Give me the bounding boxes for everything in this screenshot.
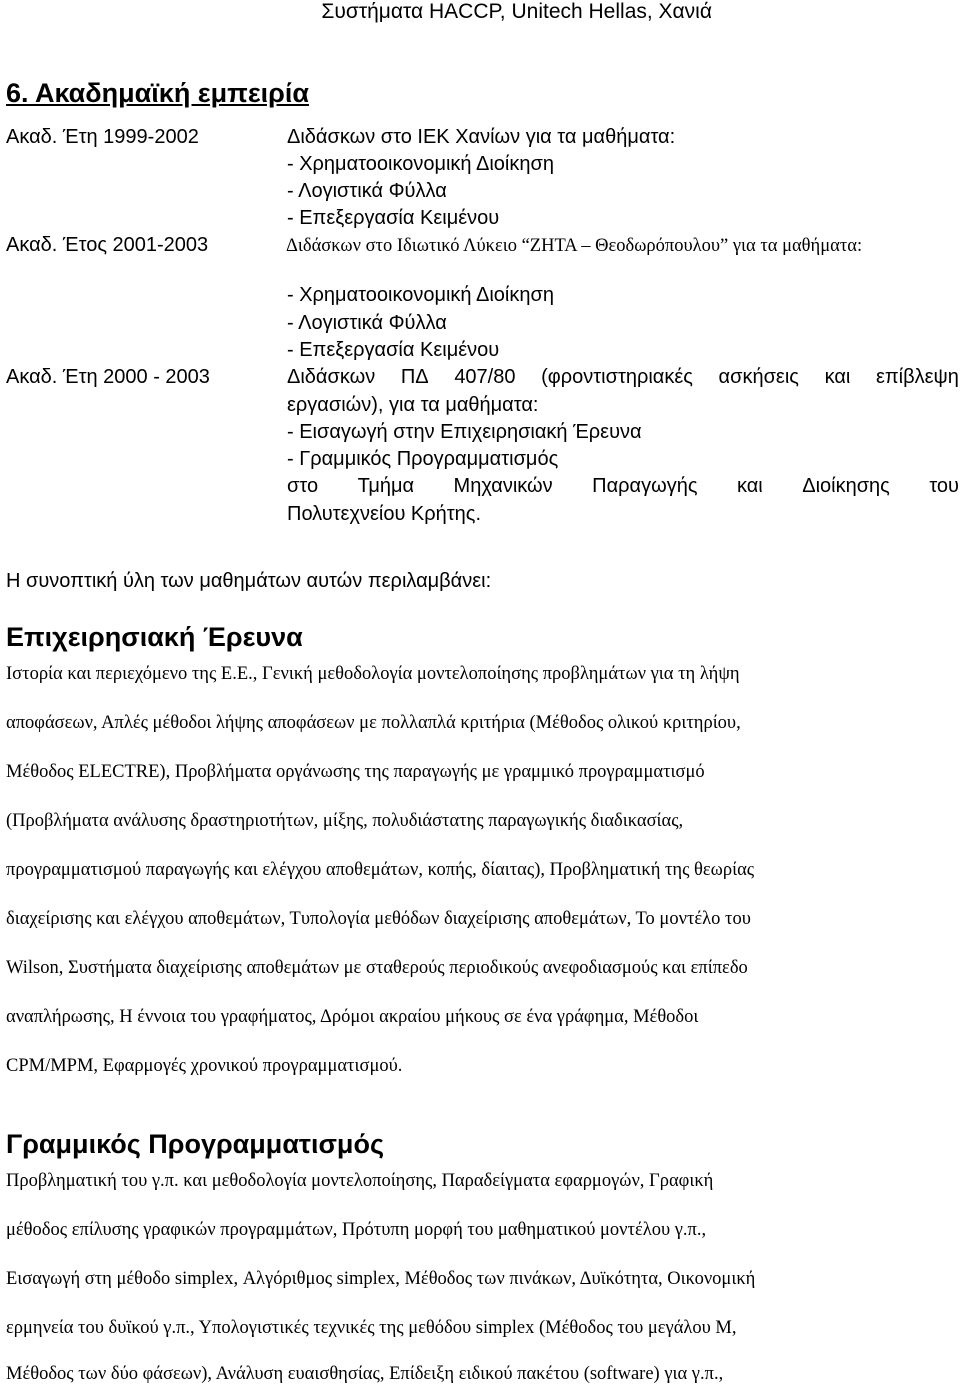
word: Παραγωγής (592, 475, 698, 497)
word: 407/80 (454, 366, 516, 388)
word: του (929, 475, 959, 497)
course1-line: αναπλήρωσης, Η έννοια του γραφήματος, Δρόμοι ακραίου μήκους σε ένα γράφημα, Μέθοδοι (6, 1007, 699, 1027)
course1-line: CPM/MPM, Εφαρμογές χρονικού προγραμματισμού. (6, 1056, 403, 1076)
entry3-item: - Γραμμικός Προγραμματισμός (287, 448, 559, 470)
word: Τμήμα (357, 475, 415, 497)
course2-title: Γραμμικός Προγραμματισμός (6, 1129, 384, 1159)
entry1-item: - Επεξεργασία Κειμένου (287, 207, 500, 229)
entry2-item: - Λογιστικά Φύλλα (287, 312, 447, 334)
course1-line: αποφάσεων, Απλές μέθοδοι λήψης αποφάσεων με πολλαπλά κριτήρια (Μέθοδος ολικού κριτηρίου, (6, 713, 741, 733)
course2-line: Μέθοδος των δύο φάσεων), Ανάλυση ευαισθησίας, Επίδειξη ειδικού πακέτου (software) για γ.π., (6, 1364, 724, 1384)
course2-line: ερμηνεία του δυϊκού γ.π., Υπολογιστικές τεχνικές της μεθόδου simplex (Μέθοδος του μεγάλου Μ, (6, 1318, 737, 1338)
course2-line: Εισαγωγή στη μέθοδο simplex, Αλγόριθμος simplex, Μέθοδος των πινάκων, Δυϊκότητα, Οικονομική (6, 1269, 756, 1289)
entry2-item: - Επεξεργασία Κειμένου (287, 339, 500, 361)
course1-line: Μέθοδος ELECTRE), Προβλήματα οργάνωσης της παραγωγής με γραμμικό προγραμματισμό (6, 762, 705, 782)
word: Διοίκησης (802, 475, 890, 497)
entry1-years: Ακαδ. Έτη 1999-2002 (6, 126, 199, 148)
course2-line: Προβληματική του γ.π. και μεθοδολογία μοντελοποίησης, Παραδείγματα εφαρμογών, Γραφική (6, 1171, 714, 1191)
entry1-item: - Χρηματοοικονομική Διοίκηση (287, 153, 554, 175)
entry1-item: - Λογιστικά Φύλλα (287, 180, 447, 202)
entry3-years: Ακαδ. Έτη 2000 - 2003 (6, 366, 210, 388)
word: ΠΔ (400, 366, 429, 388)
entry3-desc (287, 366, 959, 389)
word: και (824, 366, 851, 388)
word: στο (287, 475, 319, 497)
entry1-desc: Διδάσκων στο ΙΕΚ Χανίων για τα μαθήματα: (287, 126, 676, 148)
word: επίβλεψη (875, 366, 959, 388)
word: Μηχανικών (453, 475, 553, 497)
word: (φροντιστηριακές (541, 366, 693, 388)
course1-title: Επιχειρησιακή Έρευνα (6, 622, 303, 652)
summary-intro: Η συνοπτική ύλη των μαθημάτων αυτών περιλαμβάνει: (6, 570, 492, 592)
section-title: 6. Ακαδημαϊκή εμπειρία (6, 78, 309, 108)
entry3-item: - Εισαγωγή στην Επιχειρησιακή Έρευνα (287, 421, 642, 443)
course1-line: Ιστορία και περιεχόμενο της Ε.Ε., Γενική μεθοδολογία μοντελοποίησης προβλημάτων για τη λήψη (6, 664, 740, 684)
entry3-dept-cont: Πολυτεχνείου Κρήτης. (287, 503, 481, 525)
entry2-years: Ακαδ. Έτος 2001-2003 (6, 234, 209, 256)
course1-line: διαχείρισης και ελέγχου αποθεμάτων, Τυπολογία μεθόδων διαχείρισης αποθεμάτων, Το μοντέλο του (6, 909, 751, 929)
word: Διδάσκων (287, 366, 376, 388)
word: ασκήσεις (718, 366, 799, 388)
course2-line: μέθοδος επίλυσης γραφικών προγραμμάτων, Πρότυπη μορφή του μαθηματικού μοντέλου γ.π., (6, 1220, 707, 1240)
entry3-desc-cont: εργασιών), για τα μαθήματα: (287, 394, 539, 416)
word: και (736, 475, 763, 497)
course1-line: προγραμματισμού παραγωγής και ελέγχου αποθεμάτων, κοπής, δίαιτας), Προβληματική της θεωρίας (6, 860, 755, 880)
page-header: Συστήματα HACCP, Unitech Hellas, Χανιά (321, 0, 712, 23)
entry2-item: - Χρηματοοικονομική Διοίκηση (287, 284, 554, 306)
entry3-dept (287, 475, 959, 498)
entry2-desc: Διδάσκων στο Ιδιωτικό Λύκειο “ΖΗΤΑ – Θεοδωρόπουλου” για τα μαθήματα: (286, 236, 863, 256)
course1-line: Wilson, Συστήματα διαχείρισης αποθεμάτων με σταθερούς περιοδικούς ανεφοδιασμούς και επίπεδο (6, 958, 748, 978)
course1-line: (Προβλήματα ανάλυσης δραστηριοτήτων, μίξης, πολυδιάστατης παραγωγικής διαδικασίας, (6, 811, 684, 831)
